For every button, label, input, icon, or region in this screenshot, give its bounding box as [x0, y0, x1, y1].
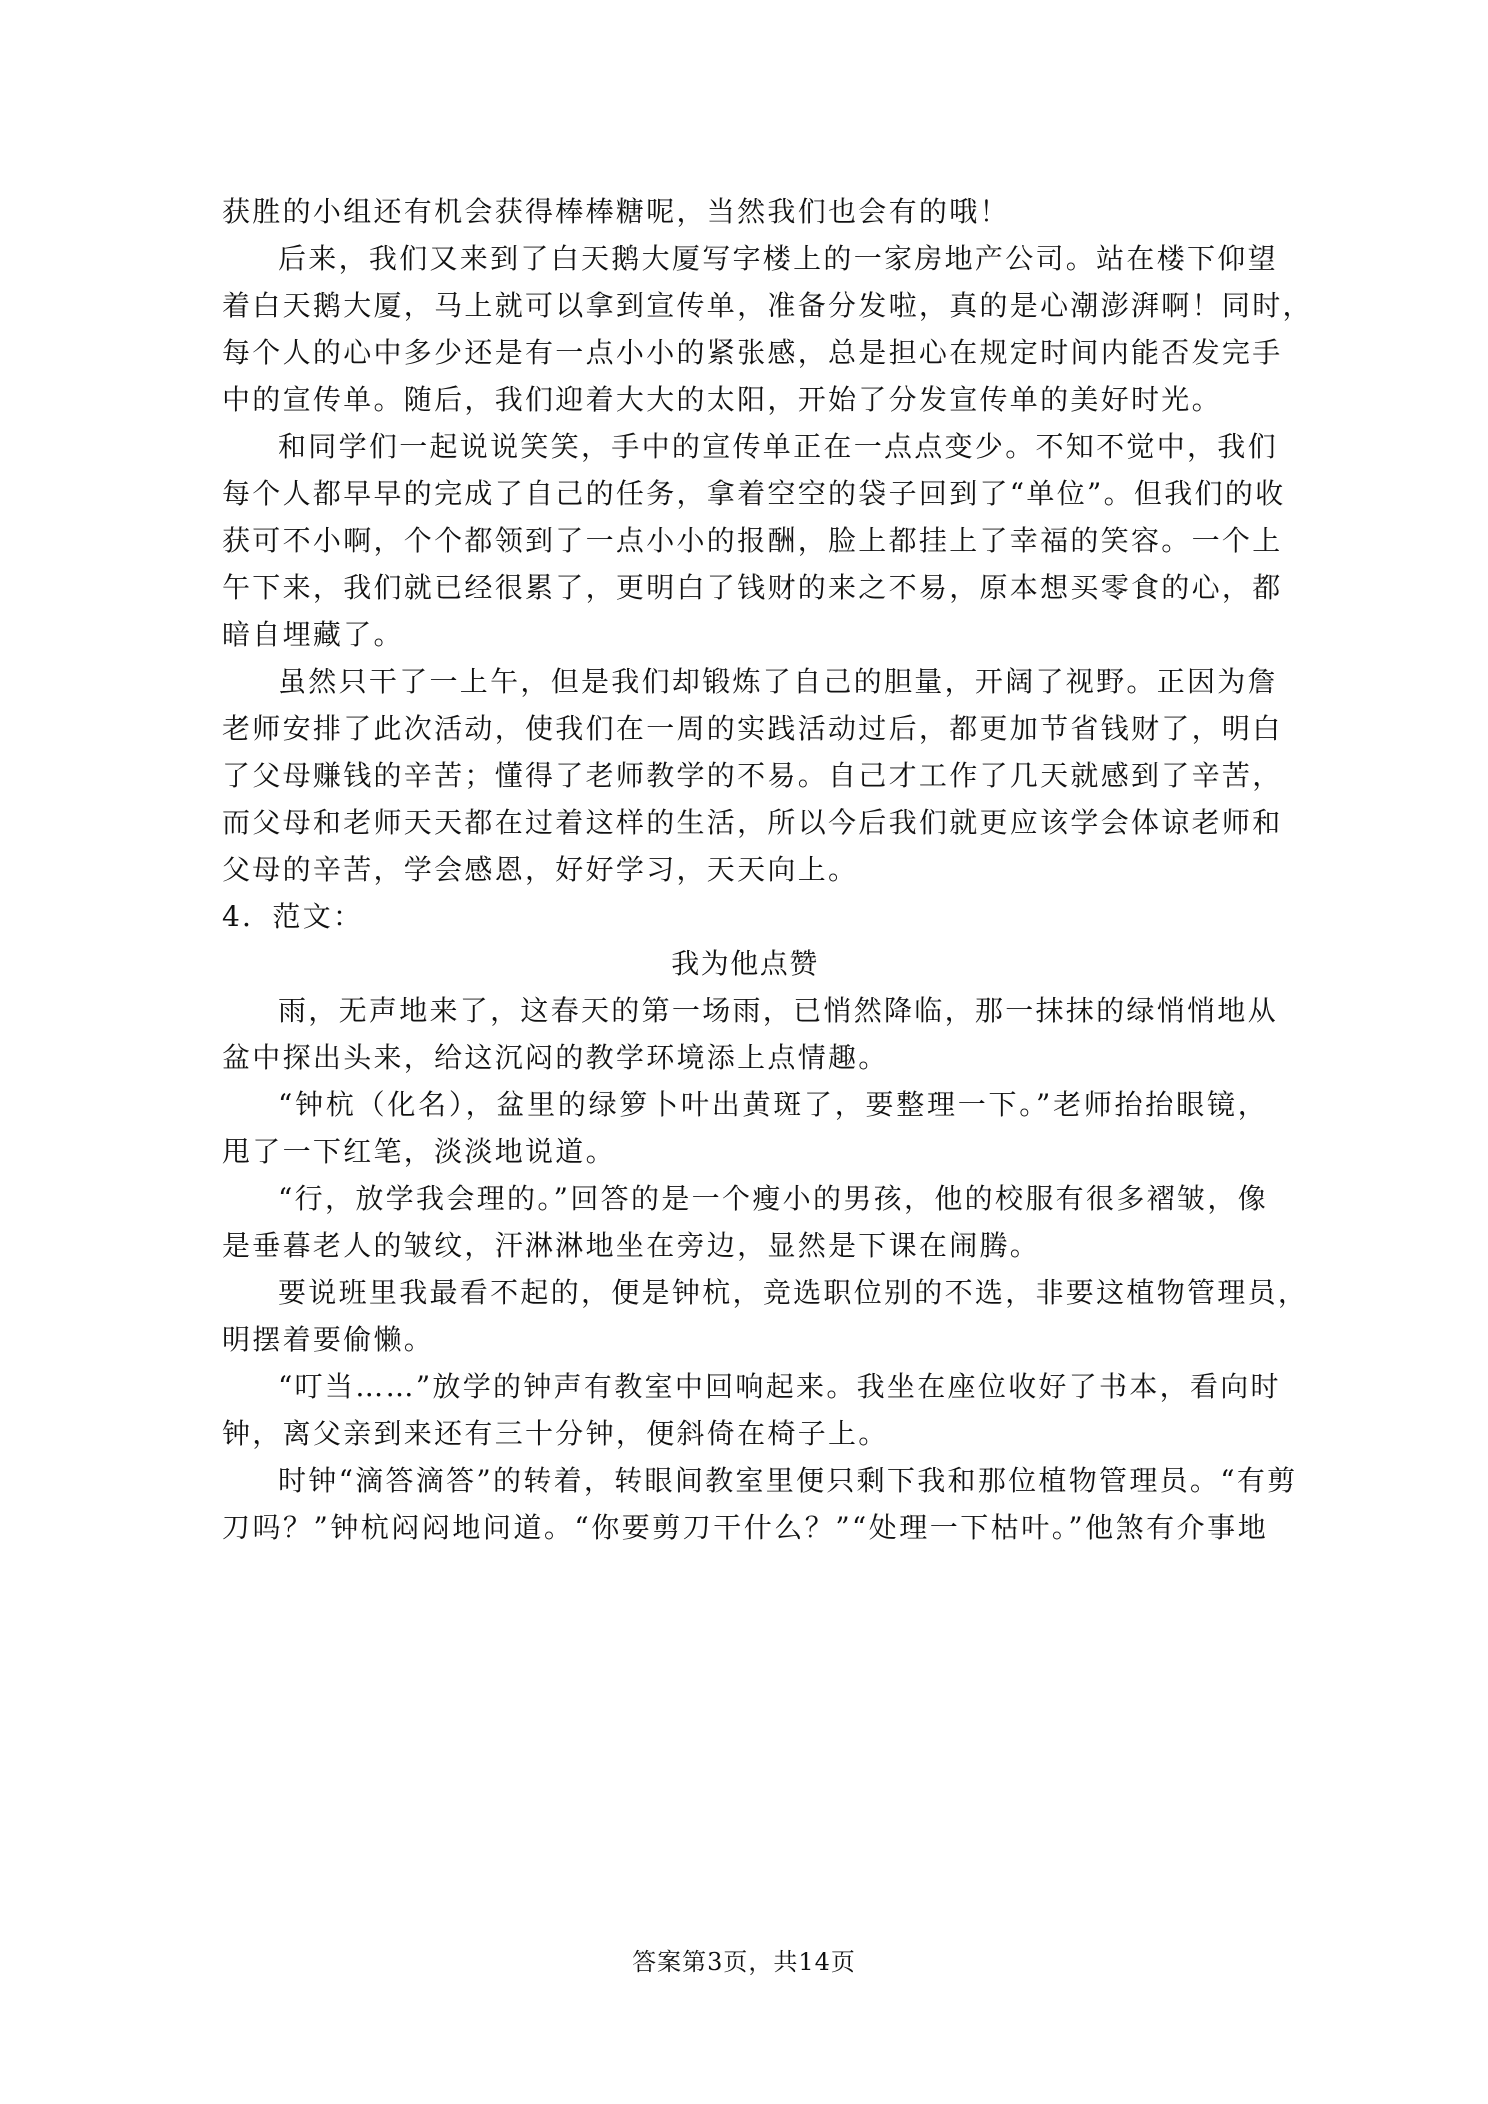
answer-body-text [222, 188, 1313, 1551]
text-line: 中的宣传单。随后，我们迎着大大的太阳，开始了分发宣传单的美好时光。 [222, 383, 1222, 416]
essay-title: 我为他点赞 [671, 947, 819, 980]
text-line: 是垂暮老人的皱纹，汗淋淋地坐在旁边，显然是下课在闹腾。 [222, 1229, 1041, 1262]
text-line: 盆中探出头来，给这沉闷的教学环境添上点情趣。 [222, 1041, 889, 1074]
text-line: 明摆着要偷懒。 [222, 1323, 435, 1356]
text-line: 要说班里我最看不起的，便是钟杭，竞选职位别的不选，非要这植物管理员， [278, 1276, 1309, 1309]
text-line: 后来，我们又来到了白天鹅大厦写字楼上的一家房地产公司。站在楼下仰望 [278, 242, 1278, 275]
text-line: 甩了一下红笔，淡淡地说道。 [222, 1135, 616, 1168]
text-line: 获胜的小组还有机会获得棒棒糖呢，当然我们也会有的哦！ [222, 195, 1010, 228]
text-line: 了父母赚钱的辛苦；懂得了老师教学的不易。自己才工作了几天就感到了辛苦， [222, 759, 1283, 792]
text-line: “钟杭（化名），盆里的绿箩卜叶出黄斑了，要整理一下。”老师抬抬眼镜， [278, 1088, 1268, 1121]
page-footer: 答案第3页，共14页 [632, 1948, 856, 1976]
text-line: 获可不小啊，个个都领到了一点小小的报酬，脸上都挂上了幸福的笑容。一个上 [222, 524, 1283, 557]
text-line: 每个人的心中多少还是有一点小小的紧张感，总是担心在规定时间内能否发完手 [222, 336, 1283, 369]
text-line: 钟，离父亲到来还有三十分钟，便斜倚在椅子上。 [222, 1417, 889, 1450]
text-line: 暗自埋藏了。 [222, 618, 404, 651]
text-line: 着白天鹅大厦，马上就可以拿到宣传单，准备分发啦，真的是心潮澎湃啊！同时， [222, 289, 1313, 322]
text-line: 父母的辛苦，学会感恩，好好学习，天天向上。 [222, 853, 859, 886]
text-line: 午下来，我们就已经很累了，更明白了钱财的来之不易，原本想买零食的心，都 [222, 571, 1283, 604]
text-line: 虽然只干了一上午，但是我们却锻炼了自己的胆量，开阔了视野。正因为詹 [278, 665, 1278, 698]
text-line: 老师安排了此次活动，使我们在一周的实践活动过后，都更加节省钱财了，明白 [222, 712, 1283, 745]
text-line: 刀吗？”钟杭闷闷地问道。“你要剪刀干什么？”“处理一下枯叶。”他煞有介事地 [222, 1511, 1268, 1544]
text-line: 4．范文： [222, 900, 364, 933]
text-line: 时钟“滴答滴答”的转着，转眼间教室里便只剩下我和那位植物管理员。“有剪 [278, 1464, 1298, 1497]
text-line: 和同学们一起说说笑笑，手中的宣传单正在一点点变少。不知不觉中，我们 [278, 430, 1278, 463]
text-line: 每个人都早早的完成了自己的任务，拿着空空的袋子回到了“单位”。但我们的收 [222, 477, 1286, 510]
text-line: “叮当……”放学的钟声有教室中回响起来。我坐在座位收好了书本，看向时 [278, 1370, 1281, 1403]
text-line: 而父母和老师天天都在过着这样的生活，所以今后我们就更应该学会体谅老师和 [222, 806, 1283, 839]
text-line: 雨，无声地来了，这春天的第一场雨，已悄然降临，那一抹抹的绿悄悄地从 [278, 994, 1278, 1027]
text-line: “行，放学我会理的。”回答的是一个瘦小的男孩，他的校服有很多褶皱，像 [278, 1182, 1268, 1215]
